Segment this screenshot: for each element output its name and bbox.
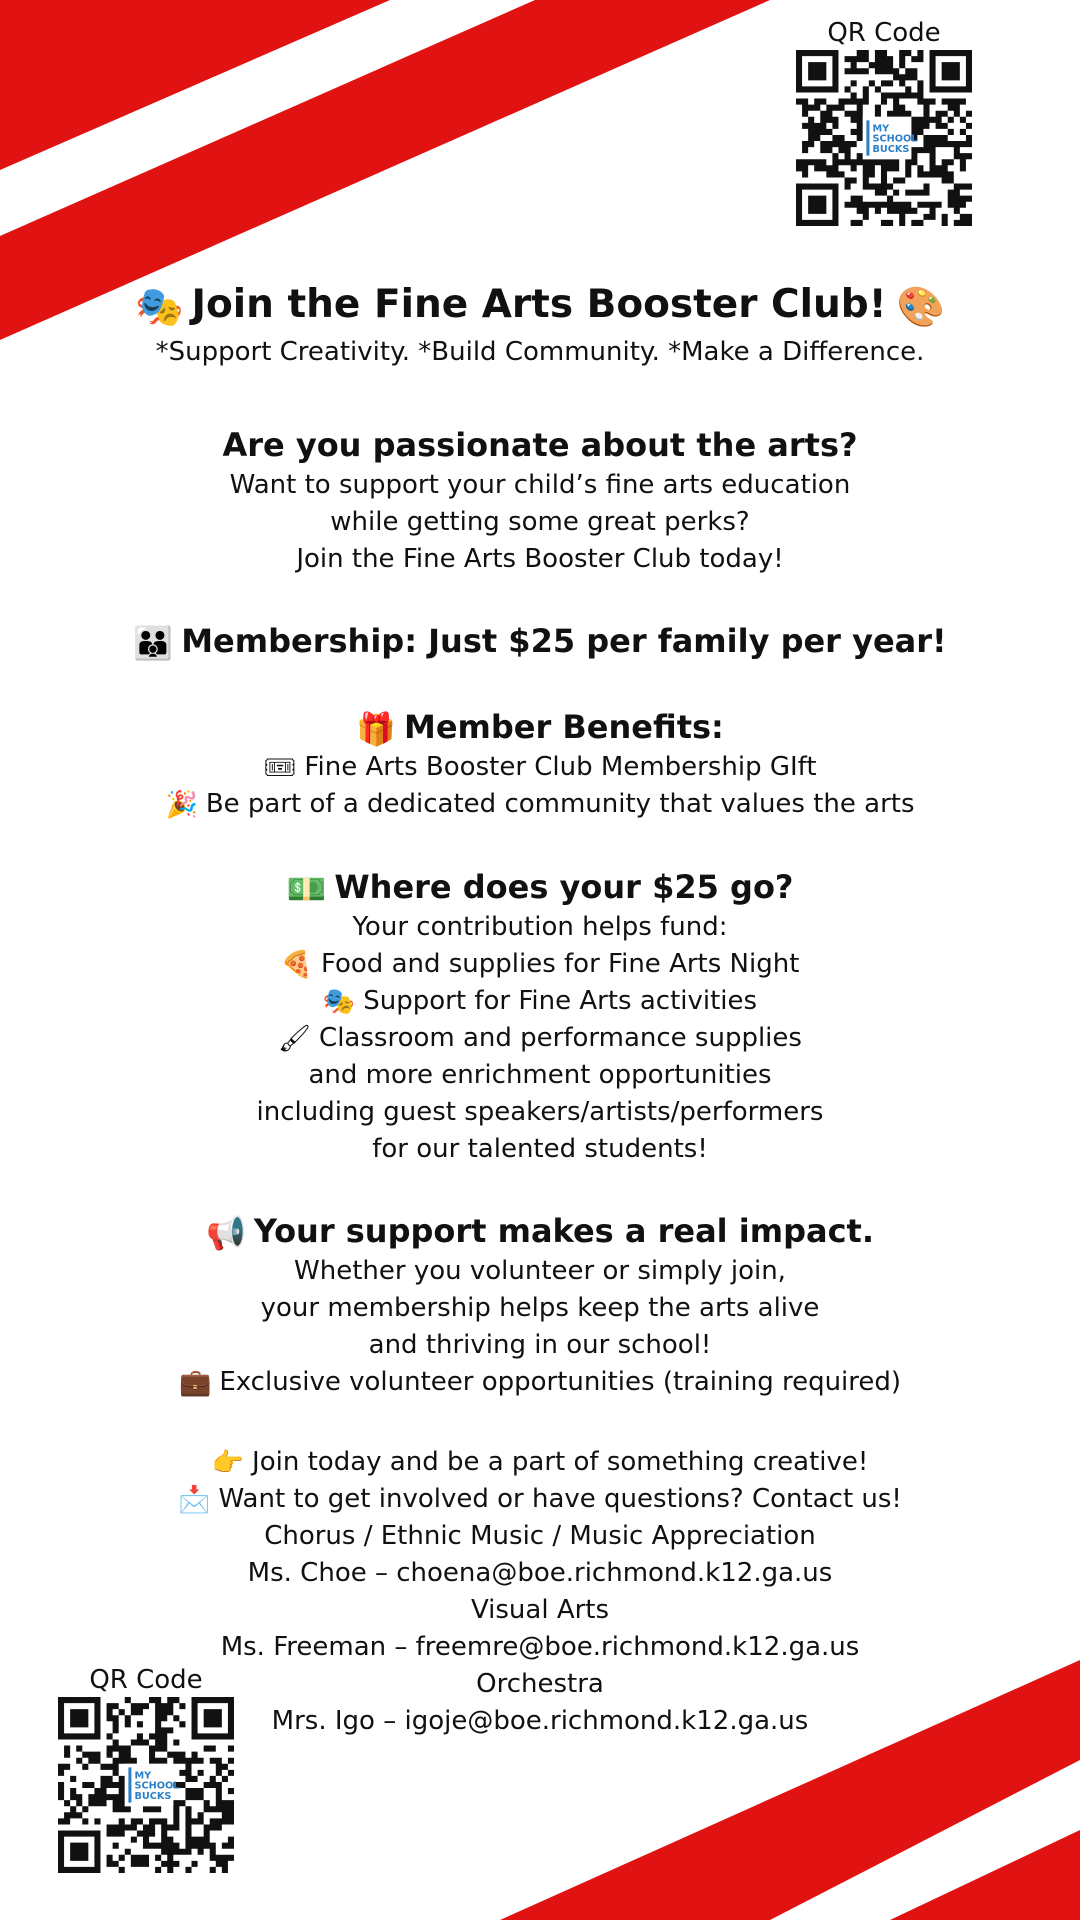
qr-logo-text: SCHOOL xyxy=(134,1780,180,1792)
qr-code-label-top: QR Code xyxy=(827,18,941,48)
tagline: *Support Creativity. *Build Community. *Make a Difference. xyxy=(155,337,925,367)
qr-code-label-bottom: QR Code xyxy=(89,1665,203,1695)
qr-logo-bar xyxy=(866,120,869,155)
qr-logo-text: SCHOOL xyxy=(872,133,918,145)
passion-heading: Are you passionate about the arts? xyxy=(222,426,858,464)
funds-item: 🖌 Classroom and performance supplies xyxy=(278,1023,802,1054)
passion-line: Join the Fine Arts Booster Club today! xyxy=(296,544,784,574)
contact-person[interactable]: Mrs. Igo – igoje@boe.richmond.k12.ga.us xyxy=(271,1706,809,1736)
qr-logo-text: BUCKS xyxy=(872,143,910,155)
contact-department: Orchestra xyxy=(476,1669,604,1699)
contact-department: Visual Arts xyxy=(470,1595,610,1625)
party-popper-icon: 🎉 xyxy=(165,789,198,820)
envelope-icon: 📩 xyxy=(178,1484,211,1515)
impact-heading: 📢 Your support makes a real impact. xyxy=(205,1212,874,1252)
benefit-item: 🎟 Fine Arts Booster Club Membership GIft xyxy=(263,752,817,783)
pointing-hand-icon: 👉 xyxy=(211,1447,245,1478)
palette-icon: 🎨 xyxy=(896,284,946,330)
funds-more: including guest speakers/artists/performers xyxy=(256,1097,824,1127)
contact-department: Chorus / Ethnic Music / Music Appreciation xyxy=(264,1521,816,1551)
megaphone-icon: 📢 xyxy=(205,1214,246,1252)
benefits-heading: 🎁 Member Benefits: xyxy=(356,708,724,748)
family-icon: 👪 xyxy=(133,624,174,662)
join-line: 👉 Join today and be a part of something creative! xyxy=(211,1447,869,1478)
funds-more: for our talented students! xyxy=(372,1134,708,1164)
paintbrush-icon: 🖌 xyxy=(278,1023,312,1054)
theater-masks-icon: 🎭 xyxy=(322,986,356,1017)
page-title: 🎭 Join the Fine Arts Booster Club! 🎨 xyxy=(134,282,946,330)
gift-icon: 🎁 xyxy=(356,710,396,748)
passion-line: Want to support your child’s fine arts education xyxy=(229,470,851,500)
qr-code-top[interactable] xyxy=(796,50,972,226)
funds-item: 🍕 Food and supplies for Fine Arts Night xyxy=(280,949,800,980)
bottom-stripe-2 xyxy=(890,1830,1080,1920)
impact-line: Whether you volunteer or simply join, xyxy=(294,1256,786,1286)
pizza-icon: 🍕 xyxy=(280,949,313,980)
briefcase-icon: 💼 xyxy=(178,1367,212,1398)
impact-line: and thriving in our school! xyxy=(368,1330,712,1360)
funds-heading: 💵 Where does your $25 go? xyxy=(286,868,794,908)
questions-line: 📩 Want to get involved or have questions? Contact us! xyxy=(178,1484,902,1515)
contact-person[interactable]: Ms. Freeman – freemre@boe.richmond.k12.ga.us xyxy=(220,1632,860,1662)
contact-person[interactable]: Ms. Choe – choena@boe.richmond.k12.ga.us xyxy=(247,1558,833,1588)
benefit-item: 🎉 Be part of a dedicated community that values the arts xyxy=(165,789,915,820)
qr-logo-text: MY xyxy=(872,123,890,135)
qr-logo-text: BUCKS xyxy=(134,1790,172,1802)
ticket-icon: 🎟 xyxy=(263,752,297,783)
money-icon: 💵 xyxy=(286,870,327,908)
impact-line: your membership helps keep the arts alive xyxy=(260,1293,820,1323)
volunteer-line: 💼 Exclusive volunteer opportunities (training required) xyxy=(178,1367,902,1398)
membership-heading: 👪 Membership: Just $25 per family per year! xyxy=(133,622,947,662)
qr-logo-bar xyxy=(128,1767,131,1802)
theater-masks-icon: 🎭 xyxy=(134,284,184,330)
passion-line: while getting some great perks? xyxy=(330,507,750,537)
funds-item: 🎭 Support for Fine Arts activities xyxy=(322,986,758,1017)
funds-more: and more enrichment opportunities xyxy=(308,1060,772,1090)
qr-logo-text: MY xyxy=(134,1770,152,1782)
funds-intro: Your contribution helps fund: xyxy=(352,912,728,942)
